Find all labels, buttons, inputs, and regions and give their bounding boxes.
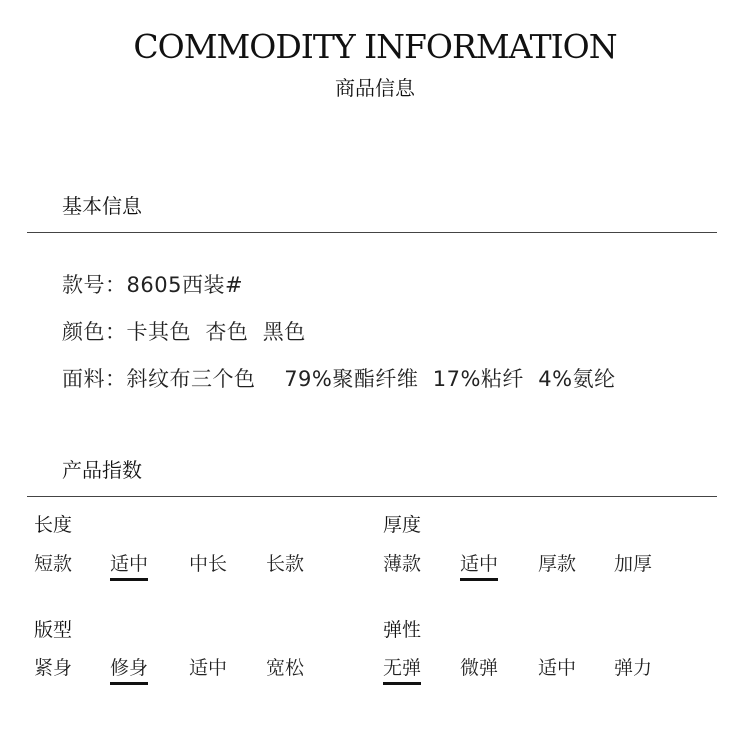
elasticity-option-none: 无弹 (383, 659, 421, 685)
info-line-colors: 颜色：卡其色 杏色 黑色 (62, 320, 306, 344)
product-index-divider (27, 496, 717, 497)
thickness-label: 厚度 (383, 514, 422, 536)
title-cn: 商品信息 (335, 76, 415, 100)
basic-info-title: 基本信息 (62, 194, 142, 218)
elasticity-label: 弹性 (383, 619, 422, 641)
length-option-long: 长款 (266, 553, 305, 575)
thickness-option-medium: 适中 (460, 555, 498, 581)
thickness-option-thick: 厚款 (538, 553, 577, 575)
thickness-option-thin: 薄款 (383, 553, 422, 575)
elasticity-option-stretch: 弹力 (614, 657, 653, 679)
elasticity-option-slight: 微弹 (460, 657, 499, 679)
length-option-short: 短款 (34, 553, 73, 575)
length-option-mid-long: 中长 (189, 553, 228, 575)
product-index-title: 产品指数 (62, 458, 142, 482)
thickness-option-extra-thick: 加厚 (614, 553, 653, 575)
info-line-fabric: 面料：斜纹布三个色 79%聚酯纤维 17%粘纤 4%氨纶 (62, 367, 616, 391)
basic-info-divider (27, 232, 717, 233)
length-label: 长度 (34, 514, 73, 536)
title-en: COMMODITY INFORMATION (133, 27, 617, 66)
fit-option-loose: 宽松 (266, 657, 305, 679)
info-line-style-number: 款号：8605西装# (62, 273, 244, 297)
length-option-medium: 适中 (110, 555, 148, 581)
fit-option-regular: 适中 (189, 657, 228, 679)
fit-option-slim: 修身 (110, 659, 148, 685)
fit-label: 版型 (34, 619, 73, 641)
elasticity-option-medium: 适中 (538, 657, 577, 679)
fit-option-tight: 紧身 (34, 657, 73, 679)
